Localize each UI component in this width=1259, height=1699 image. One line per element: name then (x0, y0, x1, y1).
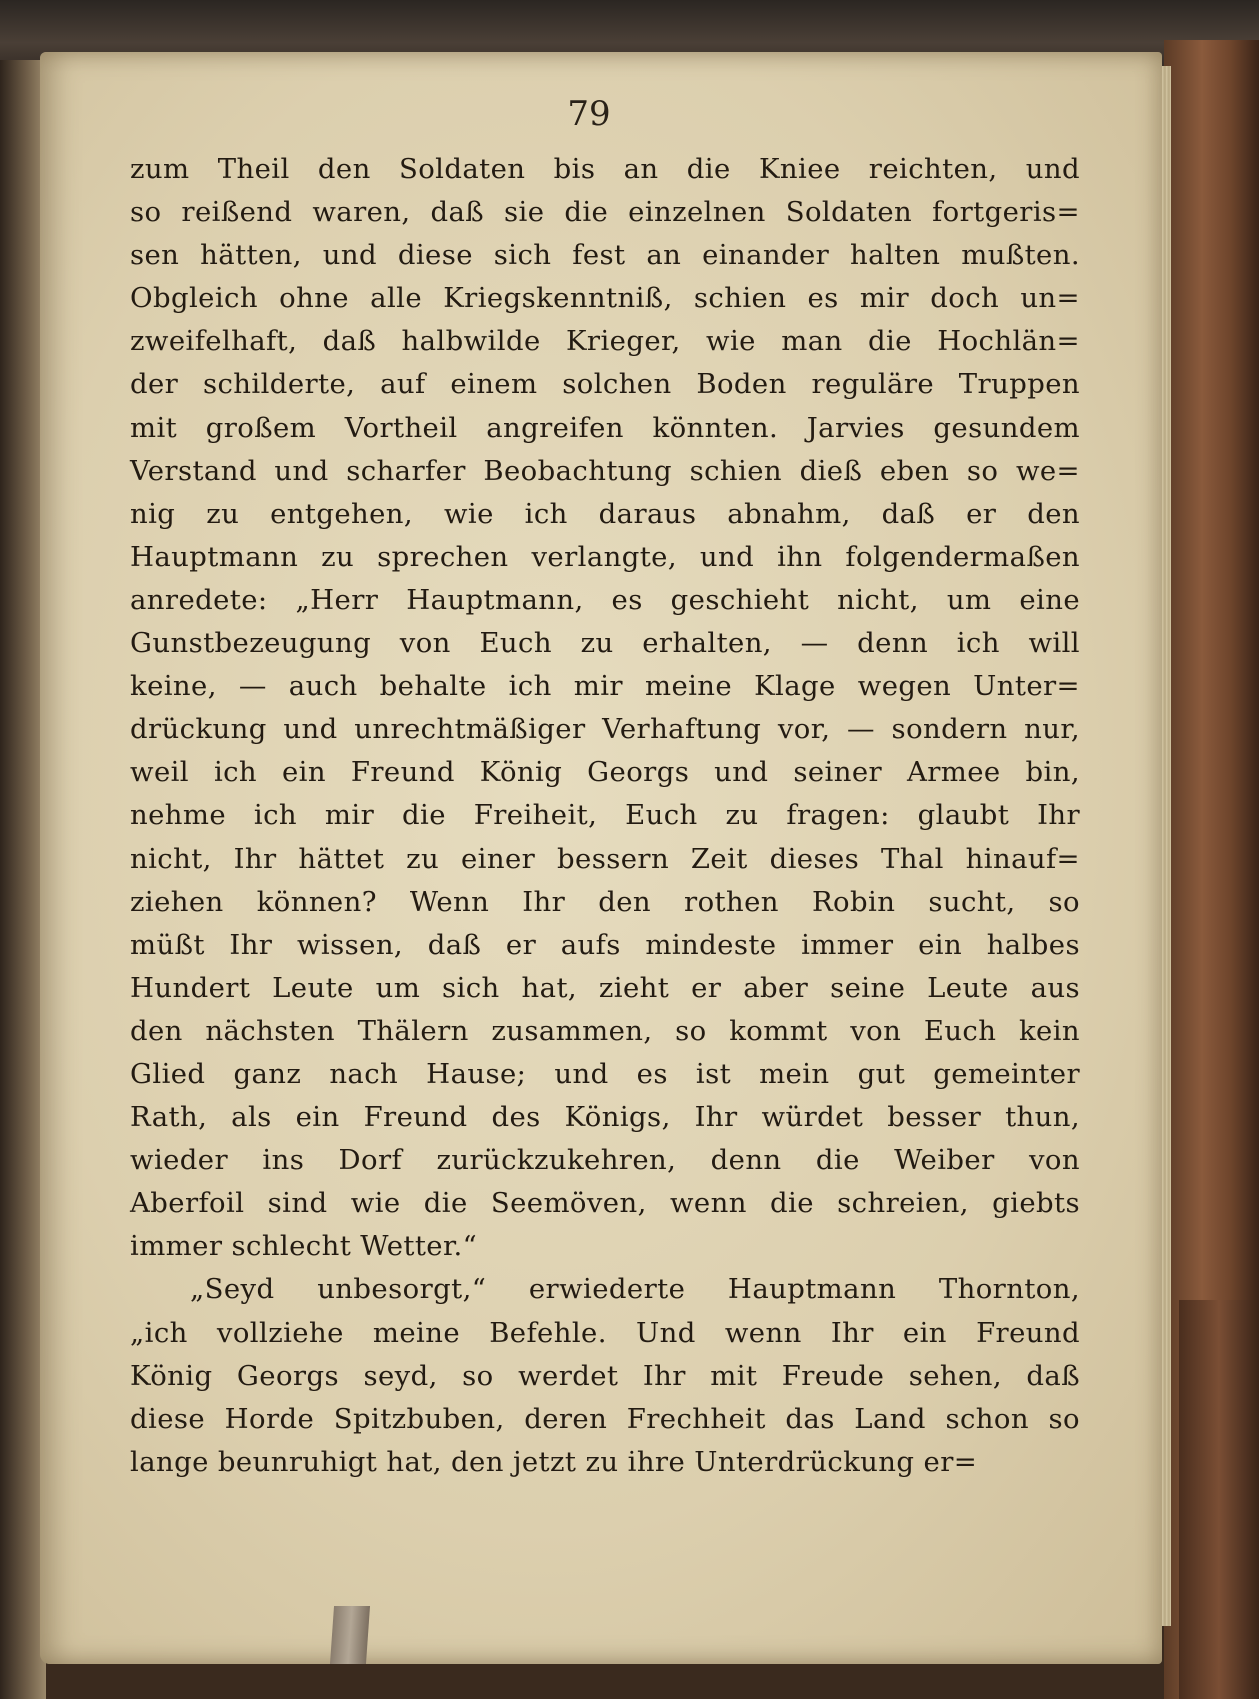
text-line: Rath, als ein Freund des Königs, Ihr würdet besser thun, (130, 1101, 1080, 1134)
text-line: wieder ins Dorf zurückzukehren, denn die Weiber von (130, 1144, 1080, 1177)
text-line: der schilderte, auf einem solchen Boden reguläre Truppen (130, 368, 1080, 401)
text-line: mit großem Vortheil angreifen könnten. Jarvies gesundem (130, 411, 1080, 444)
text-line: immer schlecht Wetter.“ (130, 1230, 478, 1263)
text-line: Verstand und scharfer Beobachtung schien dieß eben so we= (130, 454, 1080, 487)
text-line: zweifelhaft, daß halbwilde Krieger, wie man die Hochlän= (130, 325, 1080, 358)
text-line: diese Horde Spitzbuben, deren Frechheit das Land schon so (130, 1402, 1080, 1435)
text-line: lange beunruhigt hat, den jetzt zu ihre Unterdrückung er= (130, 1445, 978, 1478)
text-line: König Georgs seyd, so werdet Ihr mit Freude sehen, daß (130, 1359, 1080, 1392)
text-line: anredete: „Herr Hauptmann, es geschieht nicht, um eine (130, 583, 1080, 616)
text-line: nicht, Ihr hättet zu einer bessern Zeit dieses Thal hinauf= (130, 842, 1080, 875)
text-line: Obgleich ohne alle Kriegskenntniß, schien es mir doch un= (130, 282, 1080, 315)
text-line: Gunstbezeugung von Euch zu erhalten, — denn ich will (130, 627, 1080, 660)
text-line: sen hätten, und diese sich fest an einander halten mußten. (130, 239, 1080, 272)
bookmark-ribbon (330, 1606, 370, 1664)
page-number: 79 (567, 94, 611, 134)
text-line: Glied ganz nach Hause; und es ist mein gut gemeinter (130, 1057, 1080, 1090)
text-line: weil ich ein Freund König Georgs und seiner Armee bin, (130, 756, 1080, 789)
text-line: nig zu entgehen, wie ich daraus abnahm, daß er den (130, 497, 1080, 530)
text-line: müßt Ihr wissen, daß er aufs mindeste immer ein halbes (130, 928, 1080, 961)
text-line: drückung und unrechtmäßiger Verhaftung vor, — sondern nur, (130, 713, 1080, 746)
text-line: Hundert Leute um sich hat, zieht er aber seine Leute aus (130, 971, 1080, 1004)
book-cover-corner (1179, 1300, 1259, 1699)
text-line: so reißend waren, daß sie die einzelnen Soldaten fortgeris= (130, 196, 1080, 229)
text-line: „Seyd unbesorgt,“ erwiederte Hauptmann Thornton, (190, 1273, 1080, 1306)
text-line: zum Theil den Soldaten bis an die Kniee reichten, und (130, 153, 1080, 185)
page-text (130, 148, 1080, 1484)
text-line: keine, — auch behalte ich mir meine Klage wegen Unter= (130, 670, 1080, 703)
text-line: Hauptmann zu sprechen verlangte, und ihn folgendermaßen (130, 540, 1080, 573)
text-line: ziehen können? Wenn Ihr den rothen Robin sucht, so (130, 885, 1080, 918)
text-line: den nächsten Thälern zusammen, so kommt von Euch kein (130, 1014, 1080, 1047)
book-page (40, 52, 1162, 1664)
text-line: nehme ich mir die Freiheit, Euch zu fragen: glaubt Ihr (130, 799, 1080, 832)
text-line: Aberfoil sind wie die Seemöven, wenn die schreien, giebts (130, 1187, 1080, 1220)
text-line: „ich vollziehe meine Befehle. Und wenn Ihr ein Freund (130, 1316, 1080, 1349)
